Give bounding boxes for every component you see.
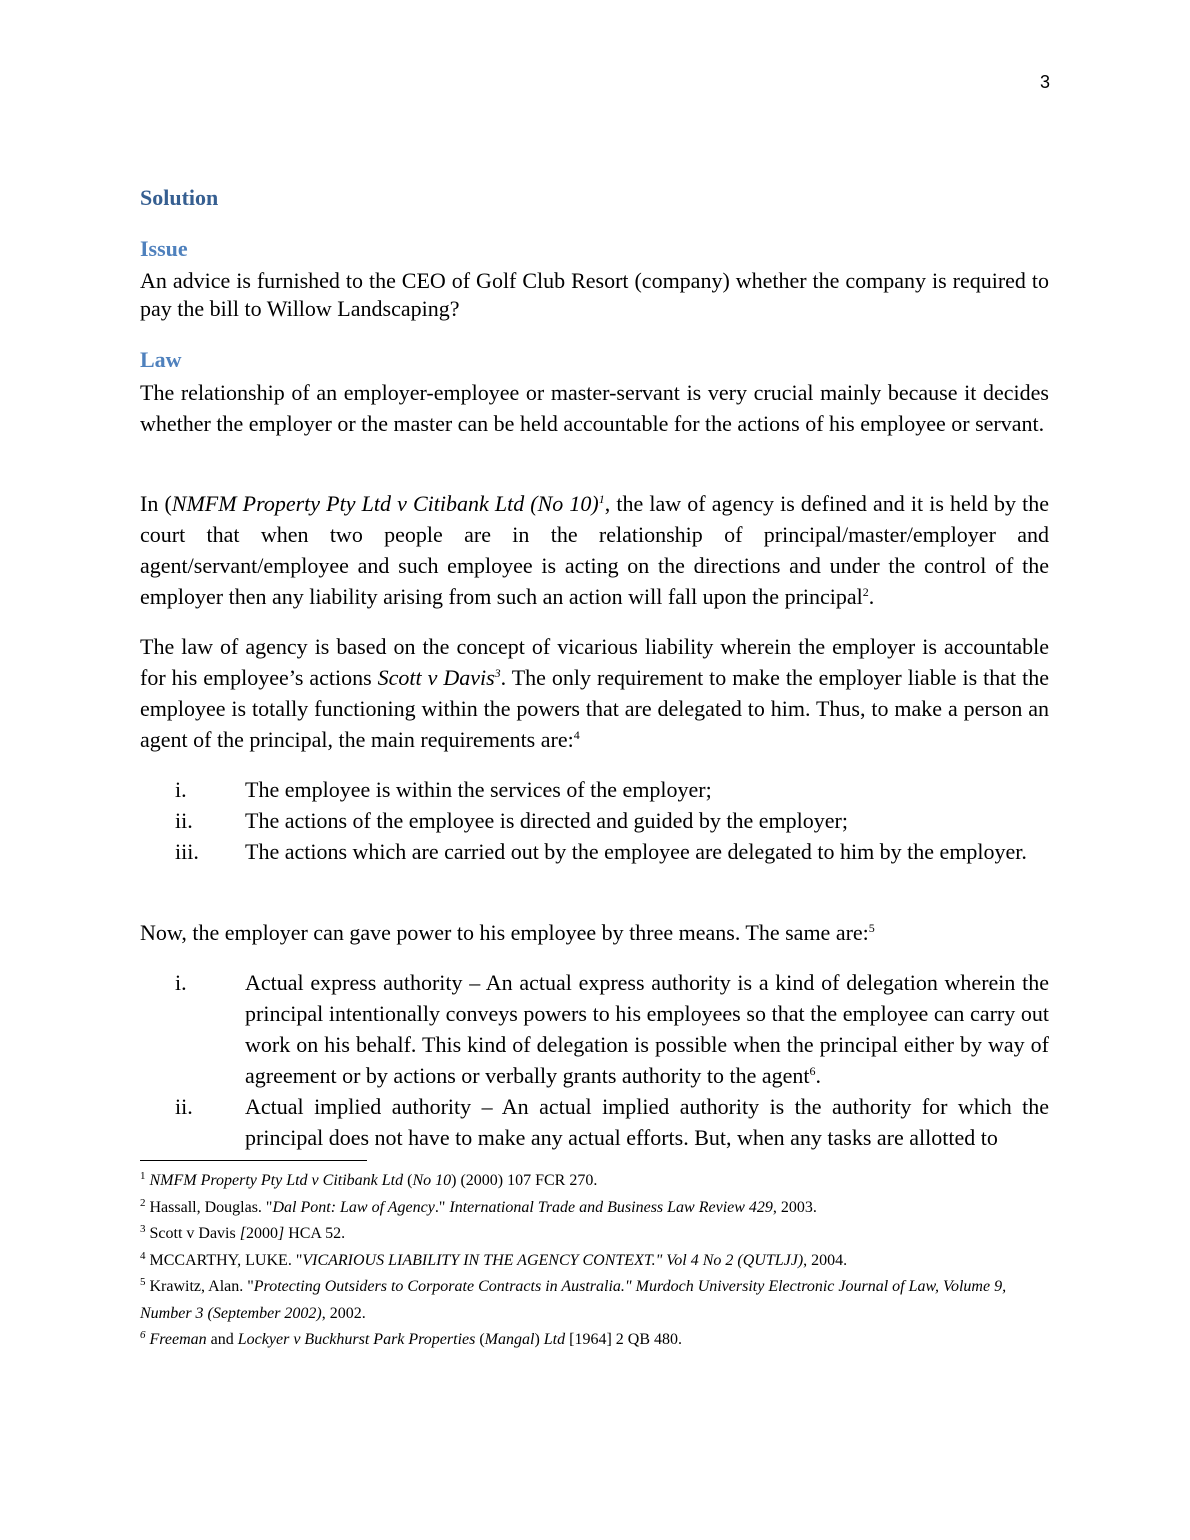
footnote-4: $^4$ MCCARTHY, LUKE. "VICARIOUS LIABILITY IN THE AGENCY CONTEXT." Vol 4 No 2 (QUTLJJ), 2004. <box>140 1249 848 1269</box>
footnote-2: $^2$ Hassall, Douglas. "Dal Pont: Law of Agency." International Trade and Business Law Review 429, 2003. <box>140 1196 817 1216</box>
page-number: 3 <box>1039 72 1050 92</box>
footnote-separator <box>140 1160 367 1161</box>
footnote-ref-2[interactable]: 2 <box>862 585 869 599</box>
list-item: ii. Actual implied authority – An actual implied authority is the authority for which the principal does not have to make any actual efforts. But, when any tasks are allotted to <box>175 1094 1049 1150</box>
law-paragraph-1: The relationship of an employer-employee or master-servant is very crucial mainly because it decides whether the employer or the master can be held accountable for the actions of his employee or servant. <box>140 380 1049 436</box>
footnote-ref-4[interactable]: 4 <box>573 728 580 742</box>
footnote-5: $^5$ Krawitz, Alan. "Protecting Outsiders to Corporate Contracts in Australia." Murdoch University Electronic Journal of Law, Volume 9, Number 3 (September 2002), 2002. <box>140 1276 1007 1322</box>
footnote-ref-1[interactable]: 1 <box>598 492 605 506</box>
footnote-6: $^6$ Freeman and Lockyer v Buckhurst Park Properties (Mangal) Ltd [1964] 2 QB 480. <box>140 1329 683 1348</box>
heading-law: Law <box>140 347 182 372</box>
list-item: ii. The actions of the employee is directed and guided by the employer; <box>175 808 848 833</box>
requirements-list <box>140 774 1049 867</box>
footnote-ref-5[interactable]: 5 <box>868 921 875 935</box>
law-paragraph-2: In (NMFM Property Pty Ltd v Citibank Ltd (No 10)$^1$, the law of agency is defined and it is held by the court that when two people are in the relationship of principal/master/employer and agent/servant/employee and such employee is acting on the directions and under the control of the employer then any liability arising from such an action will fall upon the principal$^2$. <box>140 491 1050 609</box>
heading-solution: Solution <box>140 185 219 210</box>
case-citation-scott: Scott v Davis <box>377 665 495 690</box>
authority-means-list <box>140 967 1049 1153</box>
list-item: iii. The actions which are carried out by the employee are delegated to him by the employer. <box>175 839 1027 864</box>
footnote-ref-6[interactable]: 6 <box>809 1064 816 1078</box>
footnote-1: $^1$ NMFM Property Pty Ltd v Citibank Ltd (No 10) (2000) 107 FCR 270. <box>140 1170 598 1189</box>
means-intro: Now, the employer can gave power to his employee by three means. The same are:$^5$ <box>140 920 875 945</box>
issue-paragraph: An advice is furnished to the CEO of Golf Club Resort (company) whether the company is required to pay the bill to Willow Landscaping? <box>140 268 1049 321</box>
footnotes <box>140 1168 1049 1354</box>
case-citation-nmfm: NMFM Property Pty Ltd v Citibank Ltd (No 10) <box>171 491 599 516</box>
list-item: i. The employee is within the services of the employer; <box>175 777 712 802</box>
law-paragraph-3: The law of agency is based on the concept of vicarious liability wherein the employer is accountable for his employee’s actions Scott v Davis$^3$. The only requirement to make the employer liable is that the employee is totally functioning within the powers that are delegated to him. Thus, to make a person an agent of the principal, the main requirements are:$^4$ <box>140 634 1049 752</box>
list-item: i. Actual express authority – An actual express authority is a kind of delegation wherein the principal intentionally conveys powers to his employees so that the employee can carry out work on his behalf. This kind of delegation is possible when the principal either by way of agreement or by actions or verbally grants authority to the agent$^6$. <box>175 970 1049 1088</box>
heading-issue: Issue <box>140 236 188 261</box>
footnote-ref-3[interactable]: 3 <box>494 666 501 680</box>
footnote-3: $^3$ Scott v Davis [2000] HCA 52. <box>140 1223 346 1242</box>
